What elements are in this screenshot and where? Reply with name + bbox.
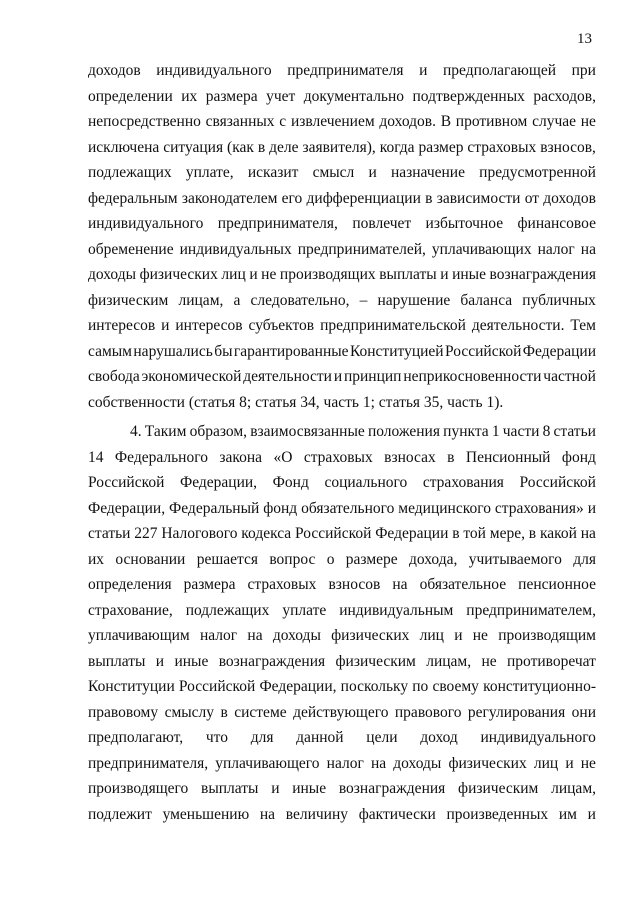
word: и (565, 754, 574, 772)
word: деятельности (243, 368, 332, 385)
word: В (440, 113, 452, 130)
word: для (573, 550, 596, 568)
word: назначение (390, 164, 465, 181)
word: когда (379, 138, 415, 156)
word: частной (543, 368, 596, 385)
word: действующего (293, 703, 389, 721)
word: правового (394, 703, 462, 721)
text-line (88, 649, 596, 675)
word: на (580, 240, 596, 258)
word: страховых (467, 138, 537, 156)
word: лицам, (426, 652, 472, 670)
word: системе (234, 703, 287, 721)
text-line (88, 237, 596, 263)
word: на (370, 754, 387, 772)
word: Российской (519, 474, 596, 491)
word: экономической (141, 368, 242, 385)
word: и (161, 317, 170, 334)
word: Федеральный (169, 499, 260, 517)
word: противоречат (507, 652, 596, 670)
word: не (580, 754, 596, 772)
word: часть (447, 393, 483, 411)
word: случае (532, 113, 577, 130)
word: в (447, 448, 455, 466)
word: и (587, 805, 596, 823)
word: Конституции (88, 678, 175, 695)
word: произведенных (446, 805, 549, 823)
word: подлежащих (185, 601, 270, 619)
word: физических (331, 627, 410, 644)
word: (статья (188, 393, 236, 411)
word: уплачивающего (215, 754, 320, 772)
word: (как (227, 138, 254, 156)
word: предполагают, (88, 729, 184, 746)
word: закона (219, 448, 263, 466)
text-line (88, 211, 596, 237)
word: интересов (88, 317, 156, 334)
word: о (326, 550, 335, 568)
word: Тем (570, 317, 596, 334)
word: 14 (88, 448, 104, 466)
word: доход (420, 729, 458, 746)
word: конституционно- (483, 678, 596, 695)
word: доходов. (379, 113, 436, 130)
word: самым (88, 342, 132, 360)
word: «О (273, 448, 293, 466)
word: их (181, 87, 198, 105)
word: в (528, 525, 537, 542)
word: исключена (88, 138, 160, 156)
text-line (88, 135, 596, 161)
word: Федерации (375, 525, 449, 542)
word: 8 (542, 423, 551, 440)
word: федеральным (88, 189, 178, 207)
word: вознаграждения (489, 266, 596, 283)
text-line (88, 547, 596, 573)
word: и (587, 499, 596, 517)
text-line (88, 445, 596, 471)
word: размера (205, 87, 258, 105)
word: 1 (491, 423, 500, 440)
word: обязательное (419, 576, 507, 593)
text-line (88, 674, 596, 700)
word: следовательно, (250, 291, 350, 309)
word: образом, (189, 423, 248, 440)
word: субъектов (248, 317, 315, 334)
word: предпринимателя, (217, 215, 338, 232)
word: доходы (393, 754, 442, 772)
word: регулирования (467, 703, 566, 721)
text-line (88, 313, 596, 339)
word: законодателем (181, 189, 278, 207)
word: физическим (88, 291, 169, 309)
word: и (419, 62, 428, 79)
word: размере (345, 550, 398, 568)
word: величину (285, 805, 349, 823)
body-text (88, 58, 596, 827)
word: физических (139, 266, 218, 283)
word: взносах (384, 448, 436, 466)
word: извлечением (290, 113, 375, 130)
word: доходы (88, 266, 137, 283)
word: пункта (443, 423, 489, 440)
word: своему (432, 678, 479, 695)
word: 1). (486, 393, 504, 411)
word: часть (323, 393, 359, 411)
word: решается (196, 550, 258, 568)
word: Федерации, (259, 678, 337, 695)
word: взаимосвязанные (250, 423, 365, 440)
word: части (502, 423, 540, 440)
word: определении (88, 87, 173, 105)
word: неприкосновенности (403, 368, 542, 385)
word: предполагающей (443, 62, 556, 79)
word: дифференциации (306, 189, 421, 207)
word: индивидуального (480, 729, 596, 746)
text-line (88, 419, 596, 445)
word: и (333, 368, 343, 385)
word: и (155, 652, 165, 670)
word: и (271, 780, 280, 797)
word: предпринимателей, (297, 240, 426, 258)
word: вознаграждения (218, 652, 326, 670)
word: собственности (88, 393, 185, 411)
word: данной (296, 729, 344, 746)
word: подтвержденных (412, 87, 525, 105)
word: ситуация (163, 138, 224, 156)
word: выплаты (88, 652, 146, 670)
word: избыточное (425, 215, 504, 232)
word: уплате, (185, 164, 234, 181)
word: публичных (522, 291, 596, 309)
word: иные (292, 780, 327, 797)
word: предусмотренной (479, 164, 596, 181)
text-line (88, 725, 596, 751)
word: Пенсионный (465, 448, 551, 466)
word: статьи (88, 525, 131, 542)
word: социального (324, 474, 408, 491)
word: непосредственно (88, 113, 201, 130)
word: и (249, 266, 258, 283)
word: смыслу (164, 703, 215, 721)
word: Федерации (522, 342, 596, 360)
word: той (463, 525, 486, 542)
word: Конституцией (349, 342, 444, 360)
word: свобода (88, 368, 140, 385)
word: 4. (130, 423, 142, 440)
word: доходов (543, 189, 596, 207)
word: фактически (358, 805, 436, 823)
word: связанных (205, 113, 275, 130)
word: 35, (423, 393, 444, 411)
word: выплаты (201, 780, 259, 797)
text-line (88, 572, 596, 598)
text-line (88, 339, 596, 365)
text-line (88, 262, 596, 288)
word: вопрос (269, 550, 316, 568)
word: Фонд (272, 474, 309, 491)
word: медицинского (398, 499, 491, 517)
word: производящих (279, 266, 376, 283)
word: Российской (88, 474, 165, 491)
word: 1; (362, 393, 375, 411)
word: расходов, (533, 87, 596, 105)
word: повлечет (352, 215, 412, 232)
word: его (281, 189, 303, 207)
text-line (88, 751, 596, 777)
word: финансовое (517, 215, 596, 232)
word: 227 (134, 525, 158, 542)
word: выплаты (379, 266, 437, 283)
word: что (205, 729, 228, 746)
text-line (88, 364, 596, 390)
word: – (359, 291, 368, 309)
word: статьи (553, 423, 596, 440)
word: налог (326, 754, 364, 772)
word: исказит (247, 164, 299, 181)
word: цели (366, 729, 398, 746)
word: производящего (88, 780, 189, 797)
word: деятельности. (471, 317, 565, 334)
word: мере, (489, 525, 525, 542)
word: документально (303, 87, 405, 105)
word: не (481, 652, 497, 670)
text-line (88, 776, 596, 802)
word: 8; (239, 393, 252, 411)
word: учитываемого (468, 550, 562, 568)
word: гарантированные (233, 342, 349, 360)
word: индивидуальным (339, 601, 454, 619)
word: предпринимателя (287, 62, 404, 79)
word: Федерального (114, 448, 208, 466)
word: в (425, 189, 433, 207)
word: страховых (247, 576, 317, 593)
page-number: 13 (577, 31, 592, 47)
word: налог (537, 240, 575, 258)
text-line (88, 521, 596, 547)
word: правовому (88, 703, 159, 721)
word: нарушение (377, 291, 451, 309)
word: заявителя), (302, 138, 376, 156)
word: уплачивающим (88, 627, 190, 644)
word: в (452, 525, 460, 542)
word: по (412, 678, 429, 695)
word: производящим (498, 627, 596, 644)
word: страхование, (88, 601, 173, 619)
word: статья (255, 393, 297, 411)
word: страхования (422, 474, 504, 491)
word: им (558, 805, 577, 823)
word: при (571, 62, 596, 79)
text-line (88, 700, 596, 726)
word: интересов (175, 317, 243, 334)
word: нарушались (133, 342, 213, 360)
word: и (454, 627, 463, 644)
word: зависимости (436, 189, 521, 207)
word: с (279, 113, 287, 130)
text-line (88, 623, 596, 649)
word: на (259, 805, 276, 823)
text-line (88, 470, 596, 496)
word: Российской (178, 678, 256, 695)
word: не (580, 113, 596, 130)
word: на (247, 627, 263, 644)
word: лиц (419, 627, 444, 644)
word: бы (214, 342, 233, 360)
word: Российской (294, 525, 372, 542)
word: уплате (282, 601, 327, 619)
word: предпринимательской (320, 317, 466, 334)
word: лицам, (178, 291, 224, 309)
word: на (392, 576, 408, 593)
text-line (88, 802, 596, 828)
word: обязательного (301, 499, 395, 517)
word: определения (88, 576, 172, 593)
word: Российской (445, 342, 522, 360)
word: Федерации, (179, 474, 258, 491)
word: уплачивающих (431, 240, 532, 258)
word: а (233, 291, 241, 309)
text-line (88, 84, 596, 110)
word: и (440, 266, 449, 283)
word: от (524, 189, 540, 207)
word: деле (269, 138, 299, 156)
word: кодекса (241, 525, 292, 542)
word: страхования» (494, 499, 584, 517)
word: подлежащих (88, 164, 172, 181)
word: вознаграждения (338, 780, 446, 797)
word: фонд (561, 448, 596, 466)
word: их (88, 550, 105, 568)
word: 34, (300, 393, 320, 411)
word: принцип (343, 368, 402, 385)
word: взносов, (540, 138, 596, 156)
text-line (88, 58, 596, 84)
text-line (88, 390, 596, 416)
word: смысл (312, 164, 355, 181)
word: пенсионное (518, 576, 596, 593)
word: лиц (533, 754, 559, 772)
word: статья (378, 393, 421, 411)
word: индивидуального (156, 62, 272, 79)
word: уменьшению (162, 805, 250, 823)
word: и (368, 164, 377, 181)
word: индивидуальных (179, 240, 292, 258)
word: страховых (303, 448, 373, 466)
word: размер (418, 138, 464, 156)
word: на (580, 525, 596, 542)
word: дохода, (409, 550, 458, 568)
text-line (88, 109, 596, 135)
word: основании (115, 550, 186, 568)
word: баланса (460, 291, 513, 309)
word: предпринимателем, (466, 601, 596, 619)
word: они (571, 703, 596, 721)
text-line (88, 496, 596, 522)
word: положения (367, 423, 440, 440)
word: индивидуального (88, 215, 204, 232)
word: физическим (458, 780, 539, 797)
word: взносов (328, 576, 381, 593)
word: Налогового (161, 525, 238, 542)
word: обременение (88, 240, 174, 258)
word: для (250, 729, 274, 746)
word: размера (183, 576, 236, 593)
word: доходов (88, 62, 141, 79)
word: Федерации, (88, 499, 166, 517)
word: лиц (221, 266, 246, 283)
word: фонд (263, 499, 298, 517)
word: предпринимателя, (88, 754, 209, 772)
word: Таким (144, 423, 187, 440)
word: в (257, 138, 266, 156)
text-line (88, 288, 596, 314)
text-line (88, 186, 596, 212)
word: поскольку (340, 678, 409, 695)
word: в (220, 703, 228, 721)
word: иные (452, 266, 486, 283)
word: не (261, 266, 277, 283)
word: иные (174, 652, 209, 670)
word: доходы (272, 627, 321, 644)
word: налог (200, 627, 238, 644)
word: противном (455, 113, 528, 130)
word: лицам, (551, 780, 596, 797)
word: физическим (335, 652, 416, 670)
word: учет (266, 87, 296, 105)
text-line (88, 160, 596, 186)
word: какой (539, 525, 577, 542)
word: подлежит (88, 805, 152, 823)
word: не (472, 627, 488, 644)
text-line (88, 598, 596, 624)
word: физических (448, 754, 527, 772)
